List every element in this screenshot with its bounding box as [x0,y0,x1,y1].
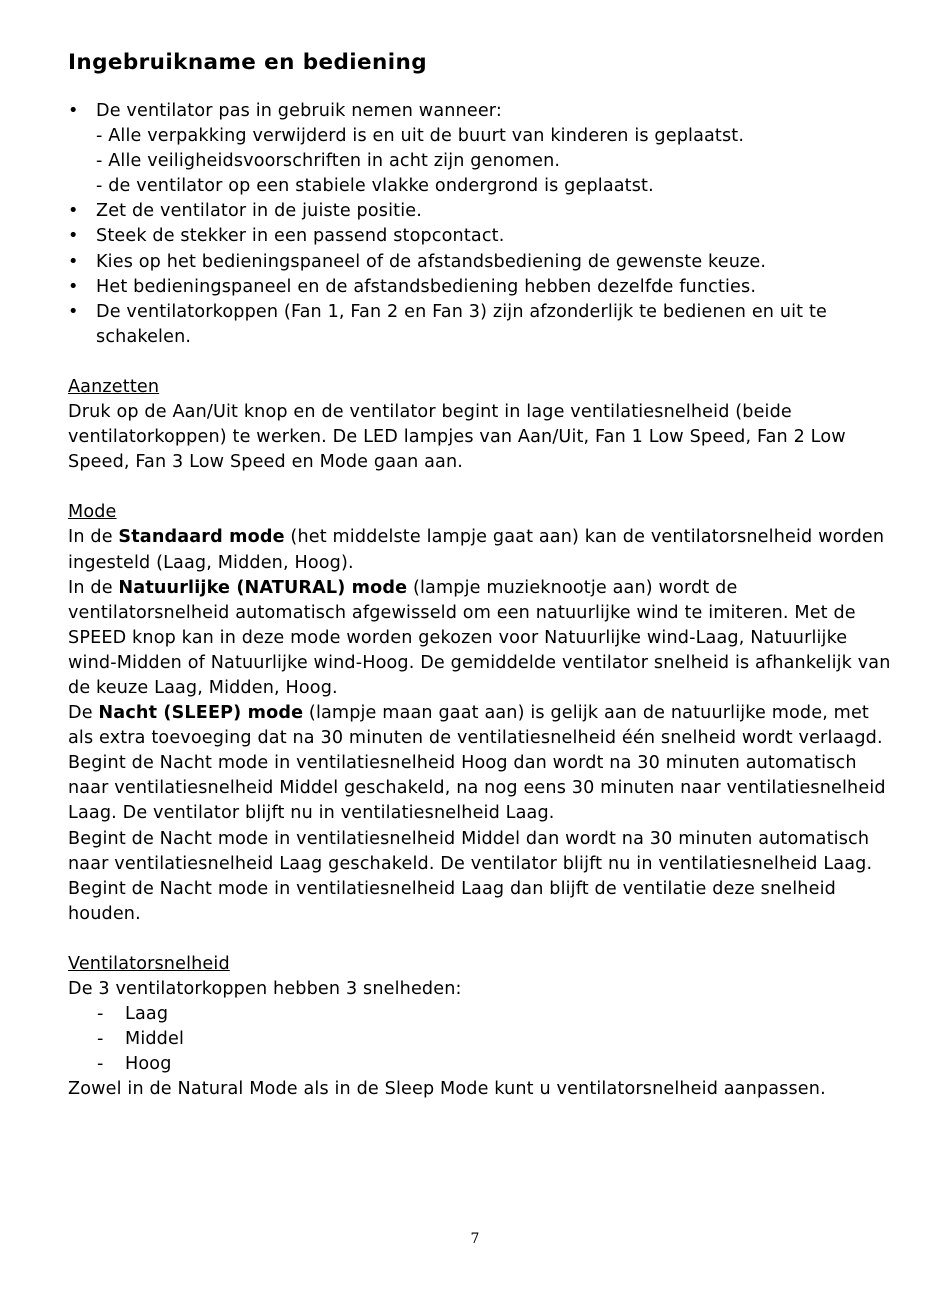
sleep-mode-term: Nacht (SLEEP) mode [98,703,304,724]
snelheid-outro: Zowel in de Natural Mode als in de Sleep Mode kunt u ventilatorsnelheid aanpassen. [68,1079,826,1100]
mode-sleep-paragraph: De Nacht (SLEEP) mode (lampje maan gaat aan) is gelijk aan de natuurlijke mode, met als extra toevoeging dat na 30 minuten de ventilatiesnelheid één snelheid wordt verlaagd. [68,703,883,749]
list-item: • Steek de stekker in een passend stopcontact. [68,224,898,249]
section-heading-ventilatorsnelheid: Ventilatorsnelheid [68,953,230,974]
list-item: • Het bedieningspaneel en de afstandsbediening hebben dezelfde functies. [68,275,898,300]
bullet-sub-item: - Alle veiligheidsvoorschriften in acht zijn genomen. [96,151,561,172]
list-item: - Laag [68,1002,898,1027]
bullet-sub-item: - Alle verpakking verwijderd is en uit de buurt van kinderen is geplaatst. [96,126,745,147]
mode-natural-paragraph: In de Natuurlijke (NATURAL) mode (lampje muzieknootje aan) wordt de ventilatorsnelheid automatisch afgewisseld om een natuurlijke wind te imiteren. Met de SPEED knop kan in deze mode worden gekozen voor Natuurlijke wind-Laag, Natuurlijke wind-Midden of Natuurlijke wind-Hoog. De gemiddelde ventilator snelheid is afhankelijk van de keuze Laag, Midden, Hoog. [68,577,891,698]
aanzetten-text: Druk op de Aan/Uit knop en de ventilator begint in lage ventilatiesnelheid (beide ventilatorkoppen) te werken. De LED lampjes van Aan/Uit, Fan 1 Low Speed, Fan 2 Low Speed, Fan 3 Low Speed en Mode gaan aan. [68,402,846,473]
mode-standaard-paragraph: In de Standaard mode (het middelste lampje gaat aan) kan de ventilatorsnelheid worden ingesteld (Laag, Midden, Hoog). [68,527,885,573]
page-number: 7 [470,1231,480,1247]
natural-mode-term: Natuurlijke (NATURAL) mode [118,577,408,598]
sleep-hoog-paragraph: Begint de Nacht mode in ventilatiesnelheid Hoog dan wordt na 30 minuten automatisch naar ventilatiesnelheid Middel geschakeld, na nog eens 30 minuten naar ventilatiesnelheid Laag. De ventilator blijft nu in ventilatiesnelheid Laag. [68,753,886,824]
speed-level-list [68,1002,898,1077]
sleep-laag-paragraph: Begint de Nacht mode in ventilatiesnelheid Laag dan blijft de ventilatie deze snelheid houden. [68,878,836,924]
document-page [68,48,898,1102]
list-item: • De ventilatorkoppen (Fan 1, Fan 2 en Fan 3) zijn afzonderlijk te bedienen en uit te schakelen. [68,300,898,350]
standaard-mode-term: Standaard mode [118,527,285,548]
section-heading-mode: Mode [68,502,117,523]
list-item: • Zet de ventilator in de juiste positie. [68,199,898,224]
page-title: Ingebruikname en bediening [68,50,427,75]
list-item: - Middel [68,1027,898,1052]
bullet-intro: • De ventilator pas in gebruik nemen wanneer: [96,101,502,121]
snelheid-intro: De 3 ventilatorkoppen hebben 3 snelheden: [68,979,462,999]
list-item: - Hoog [68,1052,898,1077]
sleep-middel-paragraph: Begint de Nacht mode in ventilatiesnelheid Middel dan wordt na 30 minuten automatisch naar ventilatiesnelheid Laag geschakeld. De ventilator blijft nu in ventilatiesnelheid Laag. [68,828,873,874]
setup-bullet-list [68,99,898,350]
list-item: • Kies op het bedieningspaneel of de afstandsbediening de gewenste keuze. [68,250,898,275]
list-item [68,99,898,199]
section-heading-aanzetten: Aanzetten [68,376,160,397]
bullet-sub-item: - de ventilator op een stabiele vlakke ondergrond is geplaatst. [96,176,654,197]
